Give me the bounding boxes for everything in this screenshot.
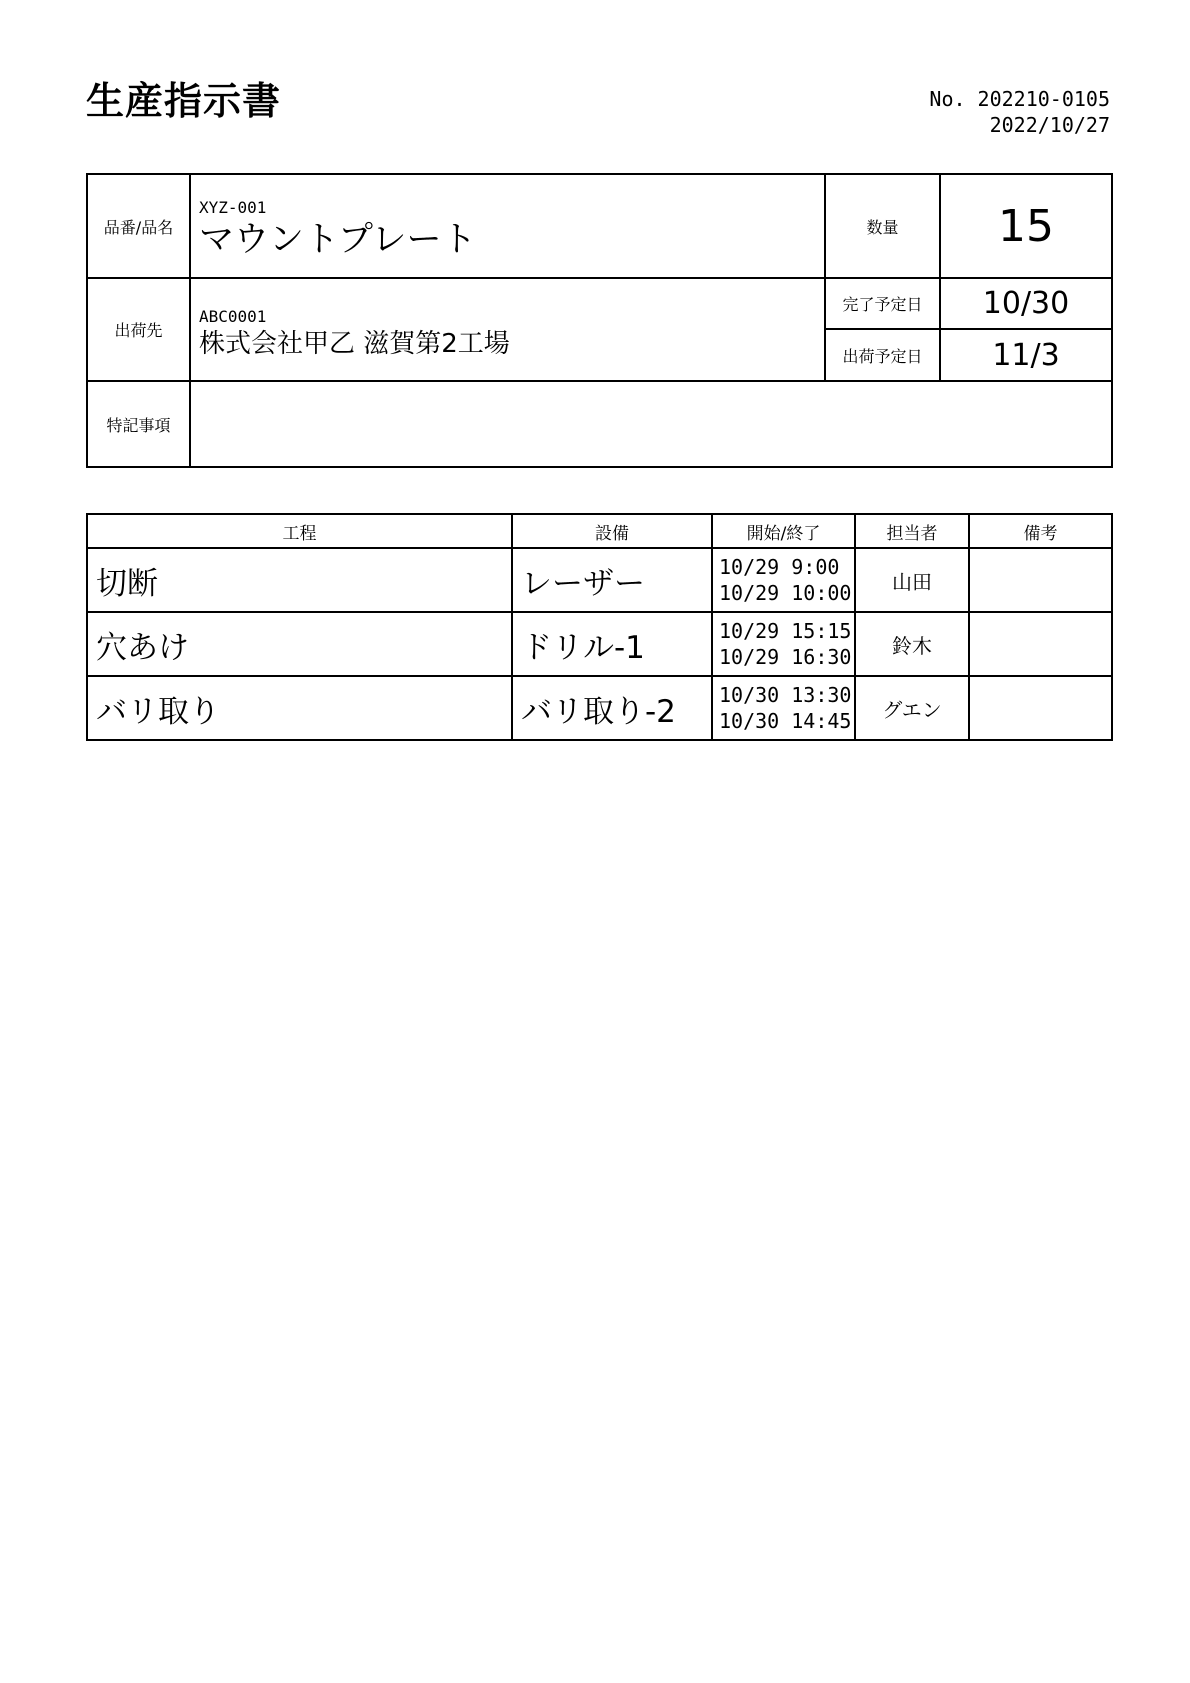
process-person: グエン [855,676,969,740]
part-label: 品番/品名 [87,174,190,278]
column-header-note: 備考 [969,514,1112,548]
ship-date-value: 11/3 [940,329,1112,381]
ship-date-label: 出荷予定日 [825,329,940,381]
table-row [87,676,1112,740]
document-number: 202210-0105 [977,87,1110,111]
process-end: 10/29 16:30 [719,645,852,669]
process-step: バリ取り [87,676,512,740]
dest-cell [190,278,825,381]
dest-name: 株式会社甲乙 滋賀第2工場 [199,328,510,359]
document-meta [929,86,1110,138]
column-header-person: 担当者 [855,514,969,548]
process-times [712,612,855,676]
notes-value [190,381,1112,467]
part-code: XYZ-001 [199,198,267,217]
process-step: 穴あけ [87,612,512,676]
complete-date-value: 10/30 [940,278,1112,329]
process-start: 10/29 9:00 [719,555,840,579]
dest-code: ABC0001 [199,306,267,326]
complete-date-label: 完了予定日 [825,278,940,329]
qty-value: 15 [940,174,1112,278]
process-start: 10/29 15:15 [719,619,852,643]
process-equipment: レーザー [512,548,712,612]
document-date: 2022/10/27 [989,113,1110,137]
part-cell [190,174,825,278]
process-times [712,548,855,612]
order-info-table [86,173,1113,468]
process-equipment: バリ取り-2 [512,676,712,740]
process-times [712,676,855,740]
column-header-process: 工程 [87,514,512,548]
dest-label: 出荷先 [87,278,190,381]
column-header-start-end: 開始/終了 [712,514,855,548]
process-note [969,548,1112,612]
process-person: 鈴木 [855,612,969,676]
process-step: 切断 [87,548,512,612]
process-end: 10/30 14:45 [719,709,852,733]
process-person: 山田 [855,548,969,612]
process-start: 10/30 13:30 [719,683,852,707]
process-table [86,513,1113,741]
document-number-line [929,86,1110,112]
table-row [87,548,1112,612]
qty-label: 数量 [825,174,940,278]
page-title: 生産指示書 [86,79,282,123]
process-table-header [87,514,1112,548]
document-number-label: No. [929,87,966,111]
process-end: 10/29 10:00 [719,581,852,605]
process-equipment: ドリル-1 [512,612,712,676]
part-name: マウントプレート [199,220,477,260]
process-note [969,612,1112,676]
process-note [969,676,1112,740]
column-header-equipment: 設備 [512,514,712,548]
notes-label: 特記事項 [87,381,190,467]
table-row [87,612,1112,676]
